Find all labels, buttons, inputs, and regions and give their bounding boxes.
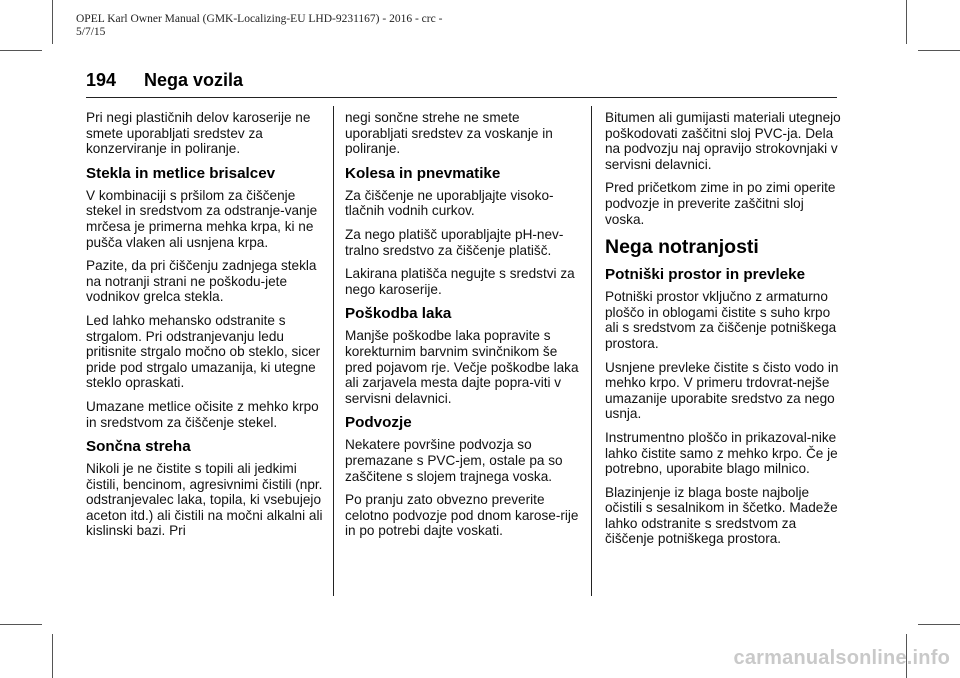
header-rule — [86, 97, 837, 98]
print-meta-date: 5/7/15 — [76, 26, 106, 38]
column-divider — [591, 106, 592, 596]
print-meta — [76, 13, 516, 39]
watermark: carmanualsonline.info — [733, 647, 950, 669]
paragraph: Bitumen ali gumijasti materiali utegnejo poškodovati zaščitni sloj PVC-ja. Dela na podvozju naj opravijo strokovnjaki v servisni delavnici. — [605, 110, 841, 172]
paragraph: Lakirana platišča negujte s sredstvi za nego karoserije. — [345, 266, 575, 297]
paragraph: Za čiščenje ne uporabljajte visoko-tlačnih vodnih curkov. — [345, 187, 554, 219]
paragraph: Pazite, da pri čiščenju zadnjega stekla na notranji strani ne poškodu-jete vodnikov grelca stekla. — [86, 258, 317, 305]
paragraph: Instrumentno ploščo in prikazoval-nike lahko čistite samo z mehko krpo. Če je potrebno, uporabite blago milnico. — [605, 429, 838, 477]
crop-mark — [52, 0, 53, 44]
crop-mark — [52, 634, 53, 678]
subheading: Potniški prostor in prevleke — [605, 266, 806, 284]
column-right — [605, 110, 843, 555]
paragraph: Pri negi plastičnih delov karoserije ne smete uporabljati sredstev za konzerviranje in poliranje. — [86, 110, 311, 157]
paragraph: Pred pričetkom zime in po zimi operite podvozje in preverite zaščitni sloj voska. — [605, 180, 836, 227]
page-number: 194 — [86, 70, 117, 90]
page-header — [86, 68, 836, 94]
paragraph: Potniški prostor vključno z armaturno ploščo in oblogami čistite s suho krpo ali s sredstvom za čiščenje potniškega prostora. — [605, 289, 837, 351]
column-left — [86, 110, 324, 547]
subheading: Stekla in metlice brisalcev — [86, 164, 276, 182]
paragraph: Umazane metlice očisite z mehko krpo in sredstvom za čiščenje stekel. — [86, 398, 319, 430]
paragraph: Nekatere površine podvozja so premazane s PVC-jem, ostale pa so zaščitene s slojem trajnega voska. — [345, 437, 563, 484]
paragraph: V kombinaciji s pršilom za čiščenje stekel in sredstvom za odstranje-vanje mrčesa je primerna mehka krpa, ki ne pušča vlaken ali usnjena krpa. — [86, 187, 318, 250]
section-heading: Nega notranjosti — [605, 236, 759, 259]
crop-mark — [918, 624, 960, 625]
crop-mark — [0, 50, 42, 51]
paragraph: Blazinjenje iz blaga boste najbolje očistili s sesalnikom in ščetko. Madeže lahko odstranite s sredstvom za čiščenje potniškega prostora. — [605, 484, 838, 547]
subheading: Podvozje — [345, 414, 412, 432]
paragraph: Po pranju zato obvezno preverite celotno podvozje pod dnom karose-rije in po potrebi dajte voskati. — [345, 492, 579, 539]
paragraph: Manjše poškodbe laka popravite s korekturnim barvnim svinčnikom še pred pojavom rje. Večje poškodbe laka ali zarjavela mesta dajte popra-viti v servisni delavnici. — [345, 328, 579, 406]
subheading: Sončna streha — [86, 438, 191, 456]
paragraph: Led lahko mehansko odstranite s strgalom. Pri odstranjevanju ledu pritisnite strgalo močno ob steklo, sicer pride pod strgalo umazanija, ki utegne steklo opraskati. — [86, 312, 321, 391]
column-middle — [345, 110, 583, 547]
crop-mark — [906, 0, 907, 44]
paragraph: Za nego platišč uporabljajte pH-nev-tralno sredstvo za čiščenje platišč. — [345, 226, 564, 258]
paragraph: negi sončne strehe ne smete uporabljati sredstev za voskanje in poliranje. — [345, 110, 553, 157]
crop-mark — [0, 624, 42, 625]
crop-mark — [918, 50, 960, 51]
print-meta-line: OPEL Karl Owner Manual (GMK-Localizing-EU LHD-9231167) - 2016 - crc - — [76, 13, 443, 25]
column-divider — [333, 106, 334, 596]
section-title: Nega vozila — [144, 70, 244, 90]
paragraph: Usnjene prevleke čistite s čisto vodo in mehko krpo. V primeru trdovrat-nejše umazanije uporabite sredstvo za nego usnja. — [605, 359, 839, 422]
paragraph: Nikoli je ne čistite s topili ali jedkimi čistili, bencinom, agresivnimi čistili (npr. odstranjevalec laka, topila, ki vsebujejo aceton itd.) ali čistili na močni alkalni ali kislinski bazi. Pri — [86, 461, 323, 539]
subheading: Poškodba laka — [345, 305, 452, 323]
subheading: Kolesa in pnevmatike — [345, 164, 501, 182]
